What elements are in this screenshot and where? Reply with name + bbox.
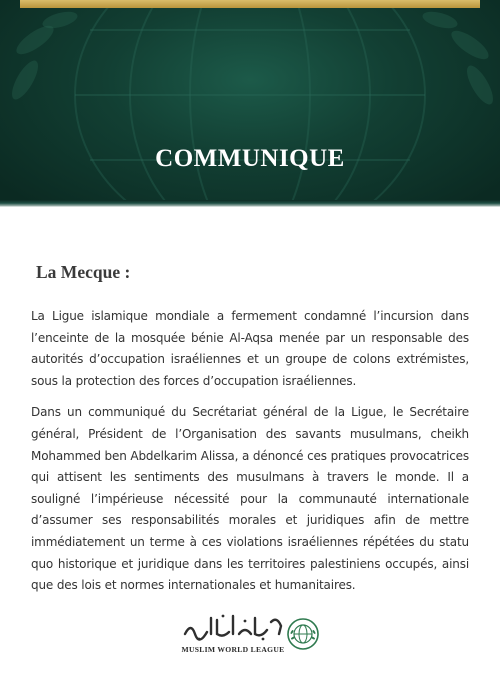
- muslim-world-league-logo: [175, 612, 325, 660]
- logo-text-en: MUSLIM WORLD LEAGUE: [181, 645, 285, 654]
- dateline: La Mecque :: [36, 262, 131, 282]
- page-title: COMMUNIQUE: [155, 145, 345, 172]
- article-paragraph: La Ligue islamique mondiale a fermement condamné l’incursion dans l’enceinte de la mosquée bénie Al-Aqsa menée par un responsable des autorités d’occupation israéliennes et un groupe de colons extrémistes, sous la protection des forces d’occupation israéliennes.: [31, 309, 469, 388]
- globe-emblem-icon: [287, 618, 319, 650]
- gold-top-bar: [20, 0, 480, 8]
- arabic-calligraphy-logo: [181, 612, 285, 642]
- header-divider: [0, 200, 500, 207]
- article-body: [31, 306, 469, 607]
- header-banner: [0, 0, 500, 200]
- article-paragraph: Dans un communiqué du Secrétariat général de la Ligue, le Secrétaire général, Président de l’Organisation des savants musulmans, cheikh Mohammed ben Abdelkarim Alissa, a dénoncé ces pratiques provocatrices qui attisent les sentiments des musulmans à travers le monde. Il a souligné l’impérieuse nécessité pour la communauté internationale d’assumer ses responsabilités morales et juridiques afin de mettre immédiatement un terme à ces violations israéliennes répétées du statu quo historique et juridique dans les territoires palestiniens occupés, ainsi que des lois et normes internationales et humanitaires.: [31, 405, 469, 593]
